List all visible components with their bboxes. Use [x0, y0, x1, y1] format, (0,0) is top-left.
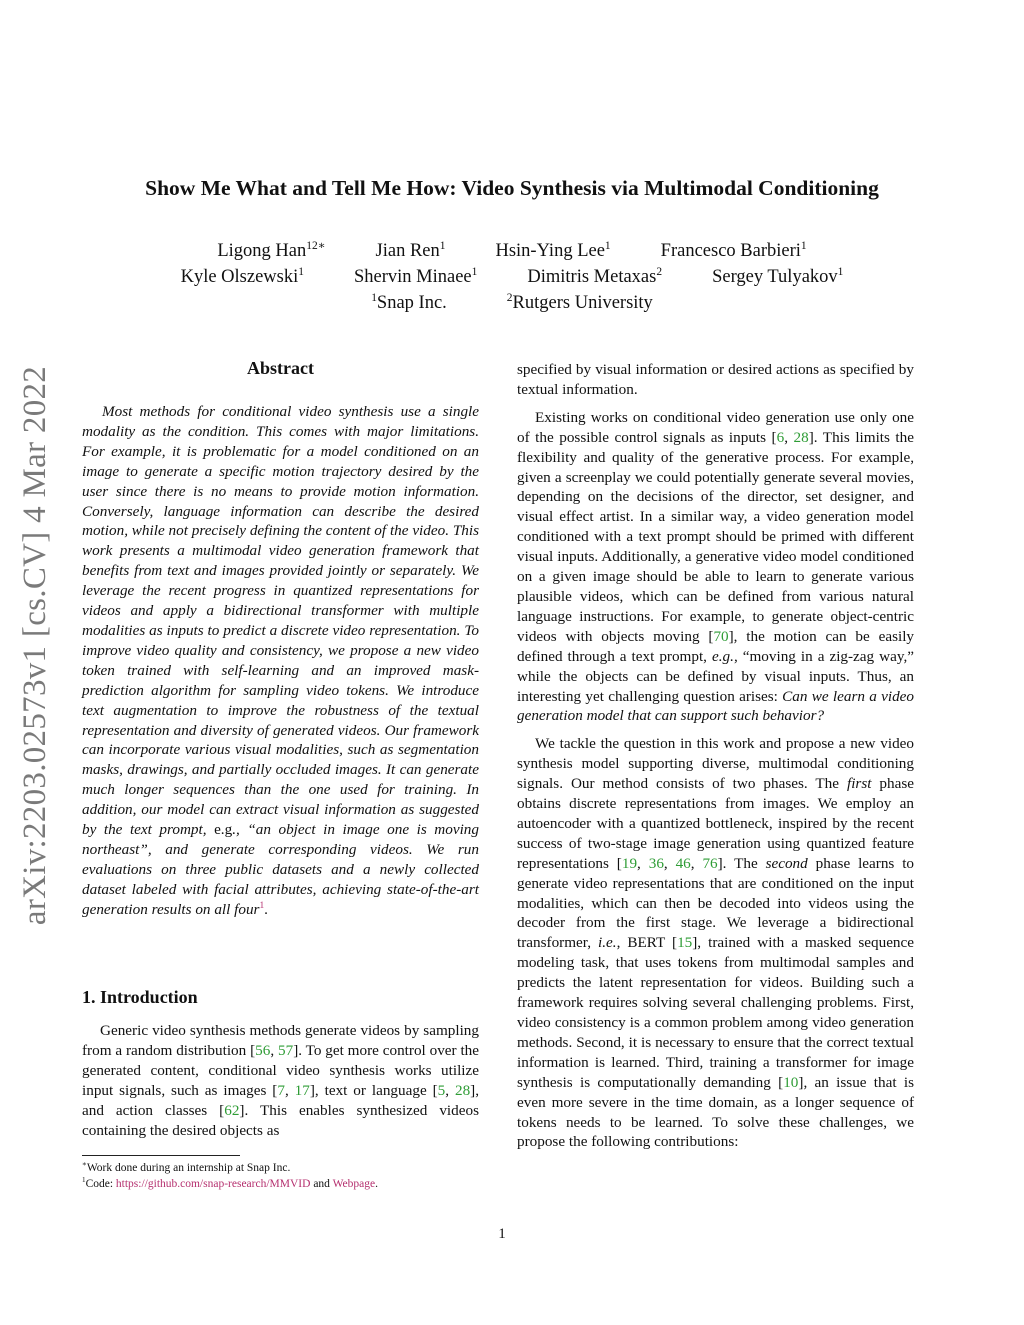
citation-link[interactable]: 28 — [793, 428, 809, 446]
affiliation: $^2$Rutgers University — [506, 291, 653, 313]
footnotes — [82, 1160, 479, 1192]
affiliation: $^1$Snap Inc. — [371, 291, 447, 313]
citation-link[interactable]: 5 — [437, 1081, 446, 1099]
citation-link[interactable]: 56 — [255, 1041, 271, 1059]
citation-link[interactable]: 57 — [278, 1041, 294, 1059]
footnote-divider — [82, 1155, 240, 1156]
author: Francesco Barbieri$^1$ — [660, 239, 807, 261]
citation-link[interactable]: 19 — [621, 854, 638, 872]
intro-paragraph: Generic video synthesis methods generate videos by sampling from a random distribution [56, 57]. To get more control over the generated content, conditional video synthesis works utilize input signals, such as images [7, 17], text or language [5, 28], and action classes [62]. This enables synthesized videos containing the desired objects as — [82, 1022, 480, 1139]
abstract-heading: Abstract — [247, 358, 314, 378]
code-link[interactable]: https://github.com/snap-research/MMVID — [115, 1178, 311, 1190]
citation-link[interactable]: 17 — [294, 1081, 310, 1099]
author: Kyle Olszewski$^1$ — [180, 265, 304, 287]
author: Jian Ren$^1$ — [375, 239, 446, 261]
citation-link[interactable]: 36 — [648, 854, 664, 872]
right-paragraph-1: Existing works on conditional video generation use only one of the possible control signals as inputs [6, 28]. This limits the flexibility and quality of the generative process. For example, given a screenplay we could potentially generate several movies, depending on the decisions of the director, set designer, and visual effect artist. In a similar way, a video generation model conditioned with a text prompt should be primed with different visual inputs. Additionally, a generative video model conditioned on a given image should be able to learn to generate various plausible videos, which can be defined from various natural language instructions. For example, to generate object-centric videos with objects moving [70], the motion can be easily defined through a text prompt, e.g., “moving in a zig-zag way,” while the objects can be defined by visual inputs. Thus, an interesting yet challenging question arises: Can we learn a video generation model that can support such behavior? — [517, 408, 915, 725]
citation-link[interactable]: 10 — [783, 1073, 799, 1091]
footnote-1: ∗Work done during an internship at Snap Inc. — [82, 1160, 291, 1174]
right-column-body — [517, 360, 914, 1152]
author-block — [60, 238, 964, 316]
section-heading-introduction: 1. Introduction — [82, 987, 198, 1007]
author-row-2 — [60, 264, 964, 290]
author-row-1 — [60, 238, 964, 264]
webpage-link[interactable]: Webpage — [332, 1178, 376, 1190]
citation-link[interactable]: 28 — [454, 1081, 471, 1099]
citation-link[interactable]: 6 — [776, 428, 785, 446]
author: Shervin Minaee$^1$ — [353, 265, 478, 287]
citation-link[interactable]: 7 — [277, 1081, 285, 1099]
right-paragraph-0: specified by visual information or desired actions as specified by textual information. — [517, 361, 914, 398]
right-paragraph-2: We tackle the question in this work and propose a new video synthesis model supporting diverse, multimodal conditioning signals. Our method consists of two phases. The first phase obtains discrete representations from images. We employ an autoencoder with a quantized bottleneck, inspired by the recent success of two-stage image generation using quantized feature representations [19, 36, 46, 76]. The second phase learns to generate video representations that are conditioned on the input modalities, which can then be decoded into videos using the decoder from the first stage. We leverage a bidirectional transformer, i.e., BERT [15], trained with a masked sequence modeling task, that uses tokens from multimodal samples and predicts the latent representation for videos. Building such a framework requires solving several challenging problems. First, video consistency is a common problem among video generation methods. Second, it is necessary to ensure that the correct textual information is learned. Third, training a transformer for image synthesis is computationally demanding [10], an issue that is even more severe in the time domain, as a longer sequence of tokens needs to be learned. To solve these challenges, we propose the following contributions: — [517, 735, 915, 1151]
affiliation-row — [60, 290, 964, 316]
citation-link[interactable]: 62 — [224, 1101, 240, 1119]
author: Dimitris Metaxas$^2$ — [527, 265, 663, 287]
arxiv-stamp-text: arXiv:2203.02573v1 [cs.CV] 4 Mar 2022 — [17, 365, 54, 925]
footnote-2: $^1$Code: https://github.com/snap-research/MMVID and Webpage. — [82, 1176, 378, 1190]
citation-link[interactable]: 46 — [675, 854, 691, 872]
intro-body — [82, 1021, 479, 1140]
citation-link[interactable]: 70 — [713, 627, 729, 645]
paper-title: Show Me What and Tell Me How: Video Synthesis via Multimodal Conditioning — [145, 176, 879, 200]
abstract-body — [82, 402, 479, 920]
abstract-paragraph: Most methods for conditional video synthesis use a single modality as the condition. This comes with major limitations. For example, it is problematic for a model conditioned on an image to generate a specific motion trajectory desired by the user since there is no means to provide motion information. Conversely, language information can describe the desired motion, while not precisely defining the content of the video. This work presents a multimodal video generation framework that benefits from text and images provided jointly or separately. We leverage the recent progress in quantized representations for videos and apply a bidirectional transformer with multiple modalities as inputs to predict a discrete video representation. To improve video quality and consistency, we propose a new video token trained with self-learning and an improved mask-prediction algorithm for sampling video tokens. We introduce text augmentation to improve the robustness of the textual representation and diversity of generated videos. Our framework can incorporate various visual modalities, such as segmentation masks, drawings, and partially occluded images. It can generate much longer sequences than the one used for training. In addition, our model can extract visual information as suggested by the text prompt, e.g., “an object in image one is moving northeast”, and generate corresponding videos. We run evaluations on three public datasets and a newly collected dataset labeled with facial attributes, achieving state-of-the-art generation results on all four$^1$. — [82, 403, 479, 918]
author: Ligong Han$^{12∗}$ — [217, 239, 326, 261]
citation-link[interactable]: 15 — [677, 934, 693, 952]
author: Sergey Tulyakov$^1$ — [712, 265, 844, 287]
footnote-ref-link[interactable]: 1 — [259, 900, 265, 911]
page-number: 1 — [498, 1226, 506, 1242]
arxiv-stamp — [18, 355, 54, 935]
author: Hsin-Ying Lee$^1$ — [495, 239, 611, 261]
citation-link[interactable]: 76 — [702, 854, 718, 872]
